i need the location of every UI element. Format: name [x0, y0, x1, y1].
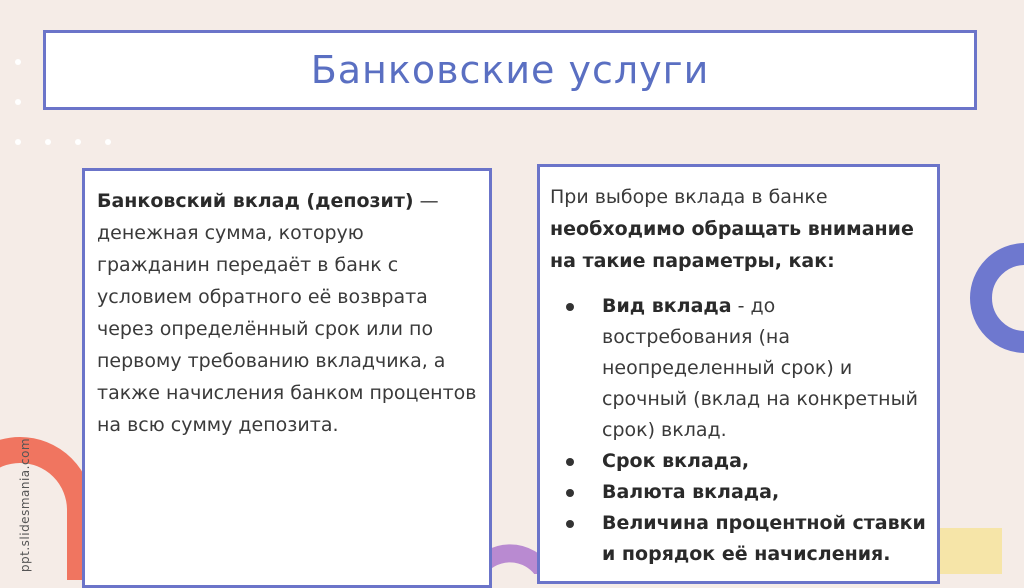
definition-text: [97, 185, 477, 441]
bullet-icon: [566, 303, 574, 311]
list-item-bold: Величина процентной ставки и порядок её начисления.: [602, 512, 926, 565]
definition-body: — денежная сумма, которую гражданин передаёт в банк с условием обратного её возврата через определённый срок или по первому требованию вкладчика, а также начисления банком процентов на всю сумму депозита.: [97, 190, 477, 436]
watermark: ppt.slidesmania.com: [18, 437, 33, 573]
bullet-icon: [566, 458, 574, 466]
parameters-card: [537, 164, 940, 584]
list-item-rest: - до востребования (на неопределенный срок) и срочный (вклад на конкретный срок) вклад.: [602, 295, 918, 441]
list-item: [550, 477, 927, 508]
parameters-intro-bold: необходимо обращать внимание на такие параметры, как:: [550, 218, 914, 272]
list-item: [550, 291, 927, 446]
parameters-list: [550, 291, 927, 570]
list-item-bold: Валюта вклада,: [602, 481, 780, 503]
list-item: [550, 508, 927, 570]
list-item-bold: Вид вклада: [602, 295, 732, 317]
bullet-icon: [566, 520, 574, 528]
list-item-bold: Срок вклада,: [602, 450, 750, 472]
bullet-icon: [566, 489, 574, 497]
parameters-intro-plain: При выборе вклада в банке: [550, 186, 828, 208]
parameters-intro: [550, 181, 927, 277]
definition-term: Банковский вклад (депозит): [97, 190, 414, 212]
decorative-yellow-square: [932, 528, 1002, 574]
decorative-blue-ring: [960, 240, 1024, 360]
list-item: [550, 446, 927, 477]
definition-card: [82, 168, 492, 588]
decorative-red-arc: [0, 420, 90, 580]
slide-title: Банковские услуги: [310, 48, 710, 92]
title-box: [43, 30, 977, 110]
